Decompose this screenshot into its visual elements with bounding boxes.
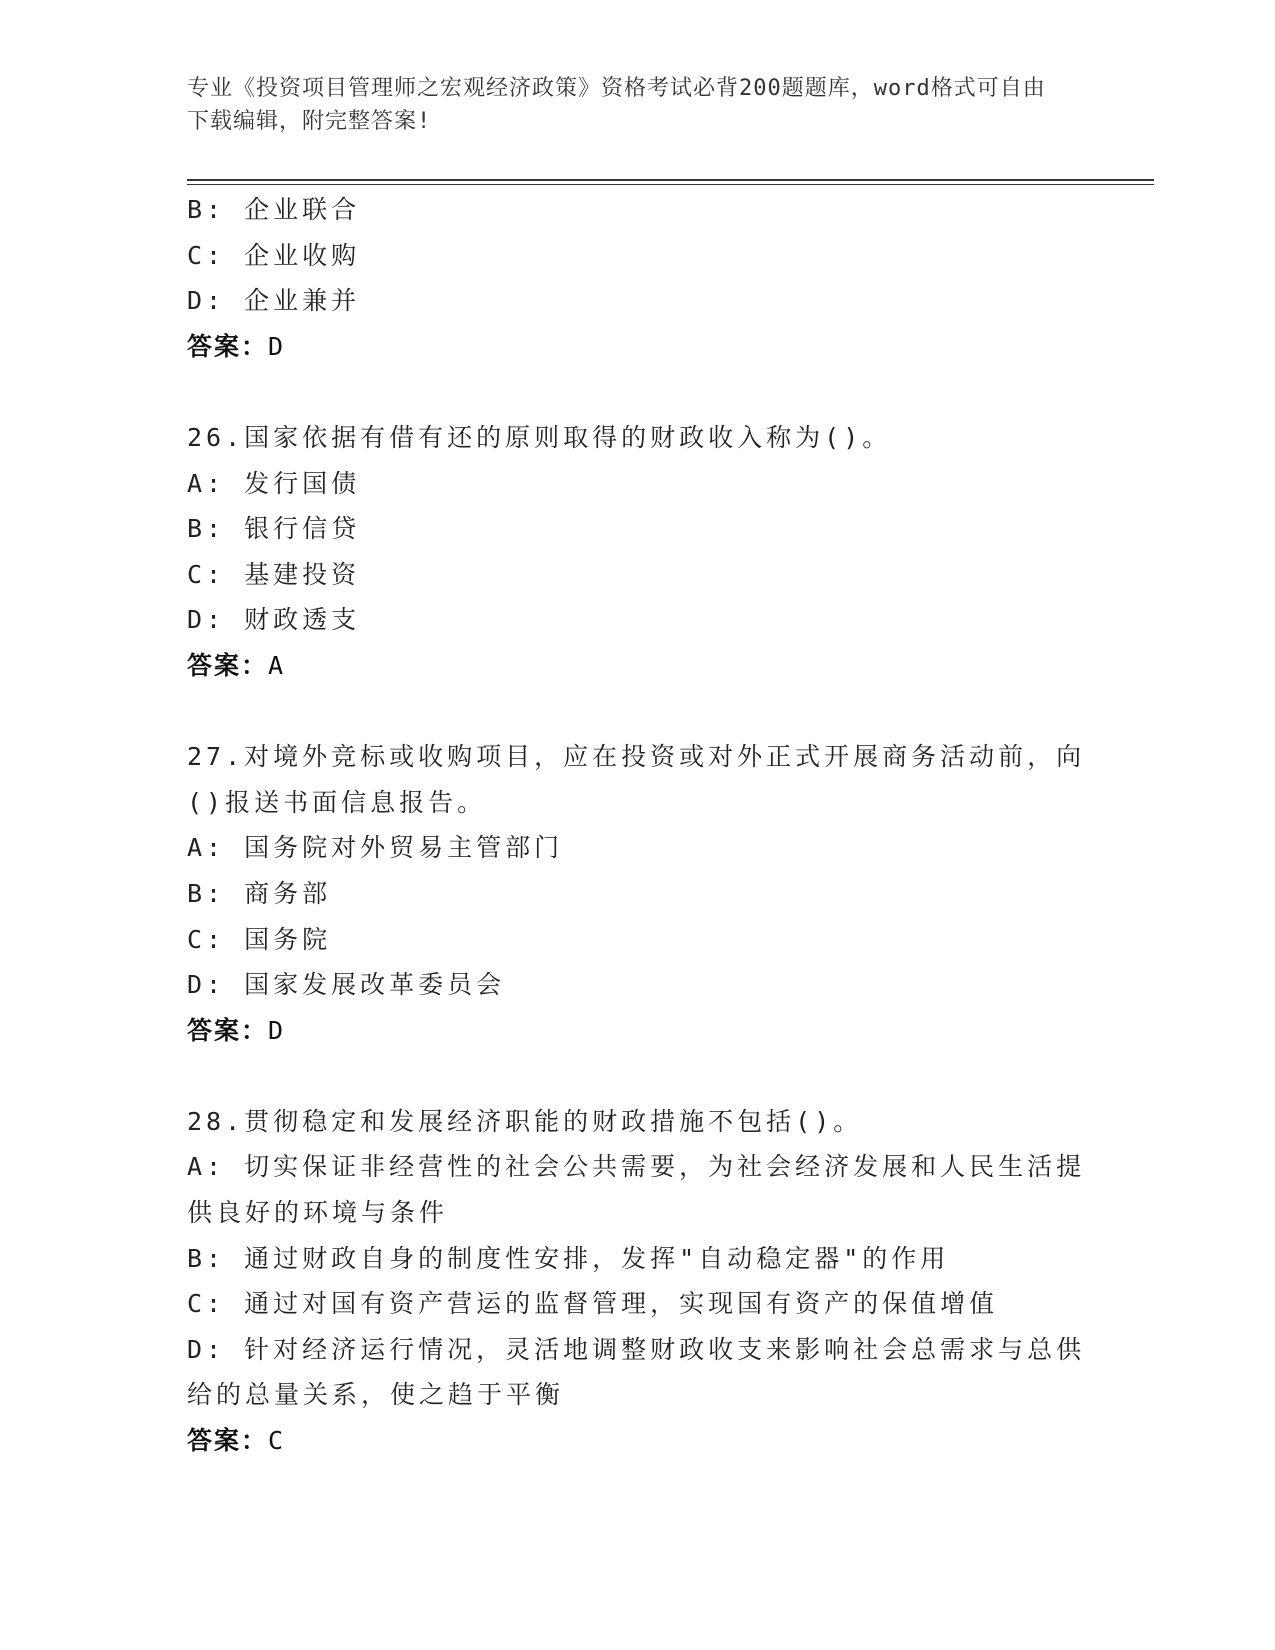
- question-block-27: [187, 734, 1087, 1053]
- option-d: D: 针对经济运行情况，灵活地调整财政收支来影响社会总需求与总供给的总量关系，使之趋于平衡: [187, 1334, 1086, 1410]
- option-a: A: 切实保证非经营性的社会公共需要，为社会经济发展和人民生活提供良好的环境与条件: [187, 1152, 1086, 1228]
- option-d: D: 财政透支: [187, 605, 361, 635]
- partial-question-block: [187, 187, 1087, 369]
- answer-value: C: [268, 1426, 285, 1456]
- option-a: A: 发行国债: [187, 468, 361, 498]
- spacer: [187, 1053, 1087, 1099]
- answer-label: 答案：: [187, 1015, 269, 1045]
- option-b: B: 企业联合: [187, 195, 361, 224]
- spacer: [187, 369, 1087, 415]
- answer-line: [187, 324, 1087, 370]
- question-list: [187, 187, 1087, 1464]
- answer-value: D: [268, 331, 285, 361]
- question-stem: 28.贯彻稳定和发展经济职能的财政措施不包括()。: [187, 1106, 863, 1136]
- answer-value: A: [268, 650, 285, 680]
- option-d: D: 国家发展改革委员会: [187, 970, 506, 1000]
- answer-line: [187, 643, 1087, 689]
- question-stem: 27.对境外竞标或收购项目，应在投资或对外正式开展商务活动前，向()报送书面信息报告。: [187, 742, 1086, 817]
- question-stem: 26.国家依据有借有还的原则取得的财政收入称为()。: [187, 422, 892, 452]
- answer-line: [187, 1418, 1087, 1464]
- question-block-26: [187, 415, 1087, 689]
- option-c: C: 国务院: [187, 924, 332, 954]
- option-b: B: 银行信贷: [187, 514, 361, 544]
- answer-line: [187, 1008, 1087, 1054]
- answer-label: 答案：: [187, 331, 269, 361]
- header-rule: [187, 179, 1154, 181]
- spacer: [187, 689, 1087, 735]
- option-c: C: 通过对国有资产营运的监督管理，实现国有资产的保值增值: [187, 1289, 999, 1319]
- option-c: C: 基建投资: [187, 559, 361, 589]
- answer-label: 答案：: [187, 1426, 269, 1456]
- header-rule-thin: [187, 184, 1154, 185]
- answer-value: D: [268, 1015, 285, 1045]
- option-a: A: 国务院对外贸易主管部门: [187, 833, 564, 863]
- answer-label: 答案：: [187, 650, 269, 680]
- question-block-28: [187, 1099, 1087, 1464]
- option-c: C: 企业收购: [187, 240, 361, 270]
- option-b: B: 通过财政自身的制度性安排，发挥"自动稳定器"的作用: [187, 1243, 950, 1273]
- option-d: D: 企业兼并: [187, 286, 361, 316]
- option-b: B: 商务部: [187, 878, 332, 908]
- page-header: 专业《投资项目管理师之宏观经济政策》资格考试必背200题题库，word格式可自由下载编辑，附完整答案!: [187, 76, 1046, 134]
